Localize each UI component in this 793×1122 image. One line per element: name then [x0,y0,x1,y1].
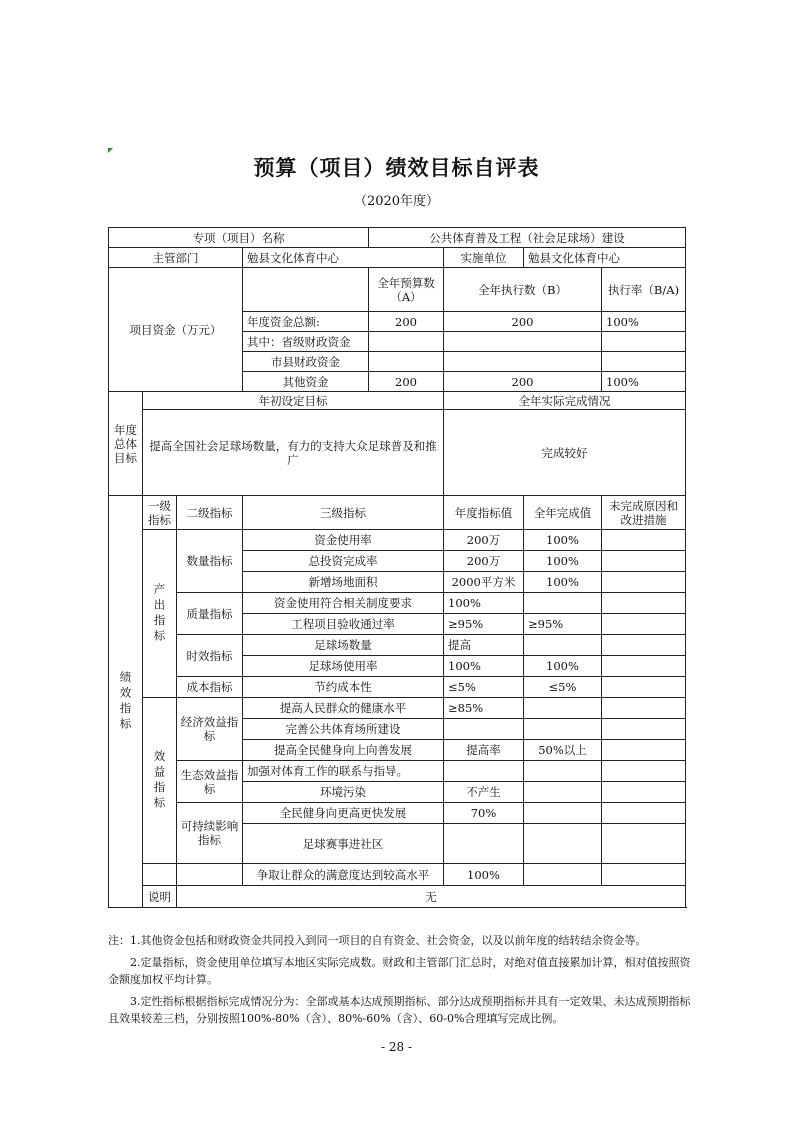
indicator-done: 50%以上 [524,740,602,761]
indicator-blank [143,864,177,886]
indicator-target: 提高率 [444,740,524,761]
indicator-name: 环境污染 [243,782,444,803]
indicator-target: ≥85% [444,698,524,719]
indicator-done: 100% [524,530,602,551]
indicator-name: 加强对体育工作的联系与指导。 [243,761,444,782]
indicator-target [444,761,524,782]
funds-row-rate [602,352,686,372]
col-level2: 二级指标 [177,496,243,530]
indicator-done: ≥95% [524,614,602,635]
indicator-target: 2000平方米 [444,572,524,593]
remark-value: 无 [177,886,686,908]
indicator-target: 200万 [444,551,524,572]
unit-value: 勉县文化体育中心 [524,248,686,268]
footnotes [108,932,693,1032]
indicator-done [524,761,602,782]
indicator-reason [602,656,686,677]
indicator-group: 时效指标 [177,635,243,677]
indicator-name: 工程项目验收通过率 [243,614,444,635]
funds-row-exec [444,332,602,352]
funds-row-exec: 200 [444,312,602,332]
goals-actual: 完成较好 [444,410,686,496]
indicator-target: 70% [444,803,524,824]
indicator-group: 数量指标 [177,530,243,593]
indicator-reason [602,635,686,656]
funds-row-name: 年度资金总额: [243,312,369,332]
col-reason: 未完成原因和改进措施 [602,496,686,530]
indicator-group: 成本指标 [177,677,243,698]
indicator-group: 生态效益指标 [177,761,243,803]
indicator-reason [602,593,686,614]
goals-col-actual: 全年实际完成情况 [444,392,686,410]
indicator-target: 100% [444,656,524,677]
indicator-name: 节约成本性 [243,677,444,698]
indicator-done [524,824,602,864]
indicator-name: 全民健身向更高更快发展 [243,803,444,824]
indicator-reason [602,740,686,761]
indicator-reason [602,677,686,698]
indicator-name: 提高人民群众的健康水平 [243,698,444,719]
page-title: 预算（项目）绩效目标自评表 [253,155,540,180]
goals-initial: 提高全国社会足球场数量，有力的支持大众足球普及和推广 [143,410,444,496]
indicator-done [524,593,602,614]
indicator-group: 质量指标 [177,593,243,635]
remark-label: 说明 [143,886,177,908]
col-target: 年度指标值 [444,496,524,530]
indicator-target [444,824,524,864]
indicator-done [524,698,602,719]
funds-row-rate: 100% [602,312,686,332]
indicator-reason [602,803,686,824]
funds-row-name: 其他资金 [243,372,369,392]
indicator-done [524,719,602,740]
goals-label: 年度总体目标 [109,392,143,496]
col-level3: 三级指标 [243,496,444,530]
indicator-name: 完善公共体育场所建设 [243,719,444,740]
funds-col-exec: 全年执行数（B） [444,268,602,312]
indicator-name: 新增场地面积 [243,572,444,593]
indicator-name: 资金使用率 [243,530,444,551]
indicator-target: ≥95% [444,614,524,635]
indicator-reason [602,782,686,803]
indicator-target [444,719,524,740]
indicator-reason [602,864,686,886]
funds-col-budget: 全年预算数（A） [369,268,444,312]
footnote: 2.定量指标，资金使用单位填写本地区实际完成数。财政和主管部门汇总时，对绝对值直接累加计算，相对值按照资金额度加权平均计算。 [108,956,691,986]
indicator-done: ≤5% [524,677,602,698]
indicator-target: 提高 [444,635,524,656]
indicator-name: 总投资完成率 [243,551,444,572]
indicator-reason [602,530,686,551]
indicator-target: 100% [444,864,524,886]
indicator-reason [602,761,686,782]
indicator-target: 200万 [444,530,524,551]
unit-label: 实施单位 [444,248,524,268]
funds-header-blank [243,268,369,312]
funds-row-exec [444,352,602,372]
funds-row-budget: 200 [369,372,444,392]
funds-row-budget [369,332,444,352]
self-evaluation-table [108,227,686,908]
project-name-label: 专项（项目）名称 [109,228,369,248]
funds-row-name: 其中：省级财政资金 [243,332,369,352]
indicator-done: 100% [524,551,602,572]
indicator-done [524,864,602,886]
project-name-value: 公共体育普及工程（社会足球场）建设 [369,228,686,248]
indicator-done [524,635,602,656]
indicator-name: 足球场数量 [243,635,444,656]
funds-label: 项目资金（万元） [109,268,243,392]
funds-col-rate: 执行率（B/A) [602,268,686,312]
footnote: 3.定性指标根据指标完成情况分为：全部或基本达成预期指标、部分达成预期指标并具有一定效果、未达成预期指标且效果较差三档，分别按照100%-80%（含）、80%-60%（含）、60-0%合理填写完成比例。 [108,995,691,1025]
indicator-name: 争取让群众的满意度达到较高水平 [243,864,444,886]
indicator-done: 100% [524,572,602,593]
indicator-done [524,782,602,803]
funds-row-rate: 100% [602,372,686,392]
footnote: 注：1.其他资金包括和财政资金共同投入到同一项目的自有资金、社会资金，以及以前年度的结转结余资金等。 [108,934,647,947]
indicator-target: 不产生 [444,782,524,803]
indicator-blank [177,864,243,886]
indicator-name: 提高全民健身向上向善发展 [243,740,444,761]
goals-col-initial: 年初设定目标 [143,392,444,410]
dept-label: 主管部门 [109,248,243,268]
indicator-reason [602,698,686,719]
funds-row-name: 市县财政资金 [243,352,369,372]
dept-value: 勉县文化体育中心 [243,248,444,268]
output-label: 产出指标 [143,530,177,698]
indicator-group: 可持续影响指标 [177,803,243,864]
indicator-name: 足球赛事进社区 [243,824,444,864]
indicators-label: 绩效指标 [109,496,143,908]
indicator-reason [602,614,686,635]
indicator-group: 经济效益指标 [177,698,243,761]
funds-row-budget: 200 [369,312,444,332]
indicator-target: 100% [444,593,524,614]
page-number: - 28 - [380,1040,412,1054]
report-year: （2020年度） [353,194,440,209]
indicator-name: 资金使用符合相关制度要求 [243,593,444,614]
indicator-reason [602,824,686,864]
indicator-reason [602,719,686,740]
indicator-done [524,803,602,824]
indicator-target: ≤5% [444,677,524,698]
indicator-reason [602,551,686,572]
indicator-reason [602,572,686,593]
funds-row-rate [602,332,686,352]
effect-label: 效益指标 [143,698,177,864]
funds-row-exec: 200 [444,372,602,392]
funds-row-budget [369,352,444,372]
indicator-name: 足球场使用率 [243,656,444,677]
col-level1: 一级指标 [143,496,177,530]
col-done: 全年完成值 [524,496,602,530]
indicator-done: 100% [524,656,602,677]
